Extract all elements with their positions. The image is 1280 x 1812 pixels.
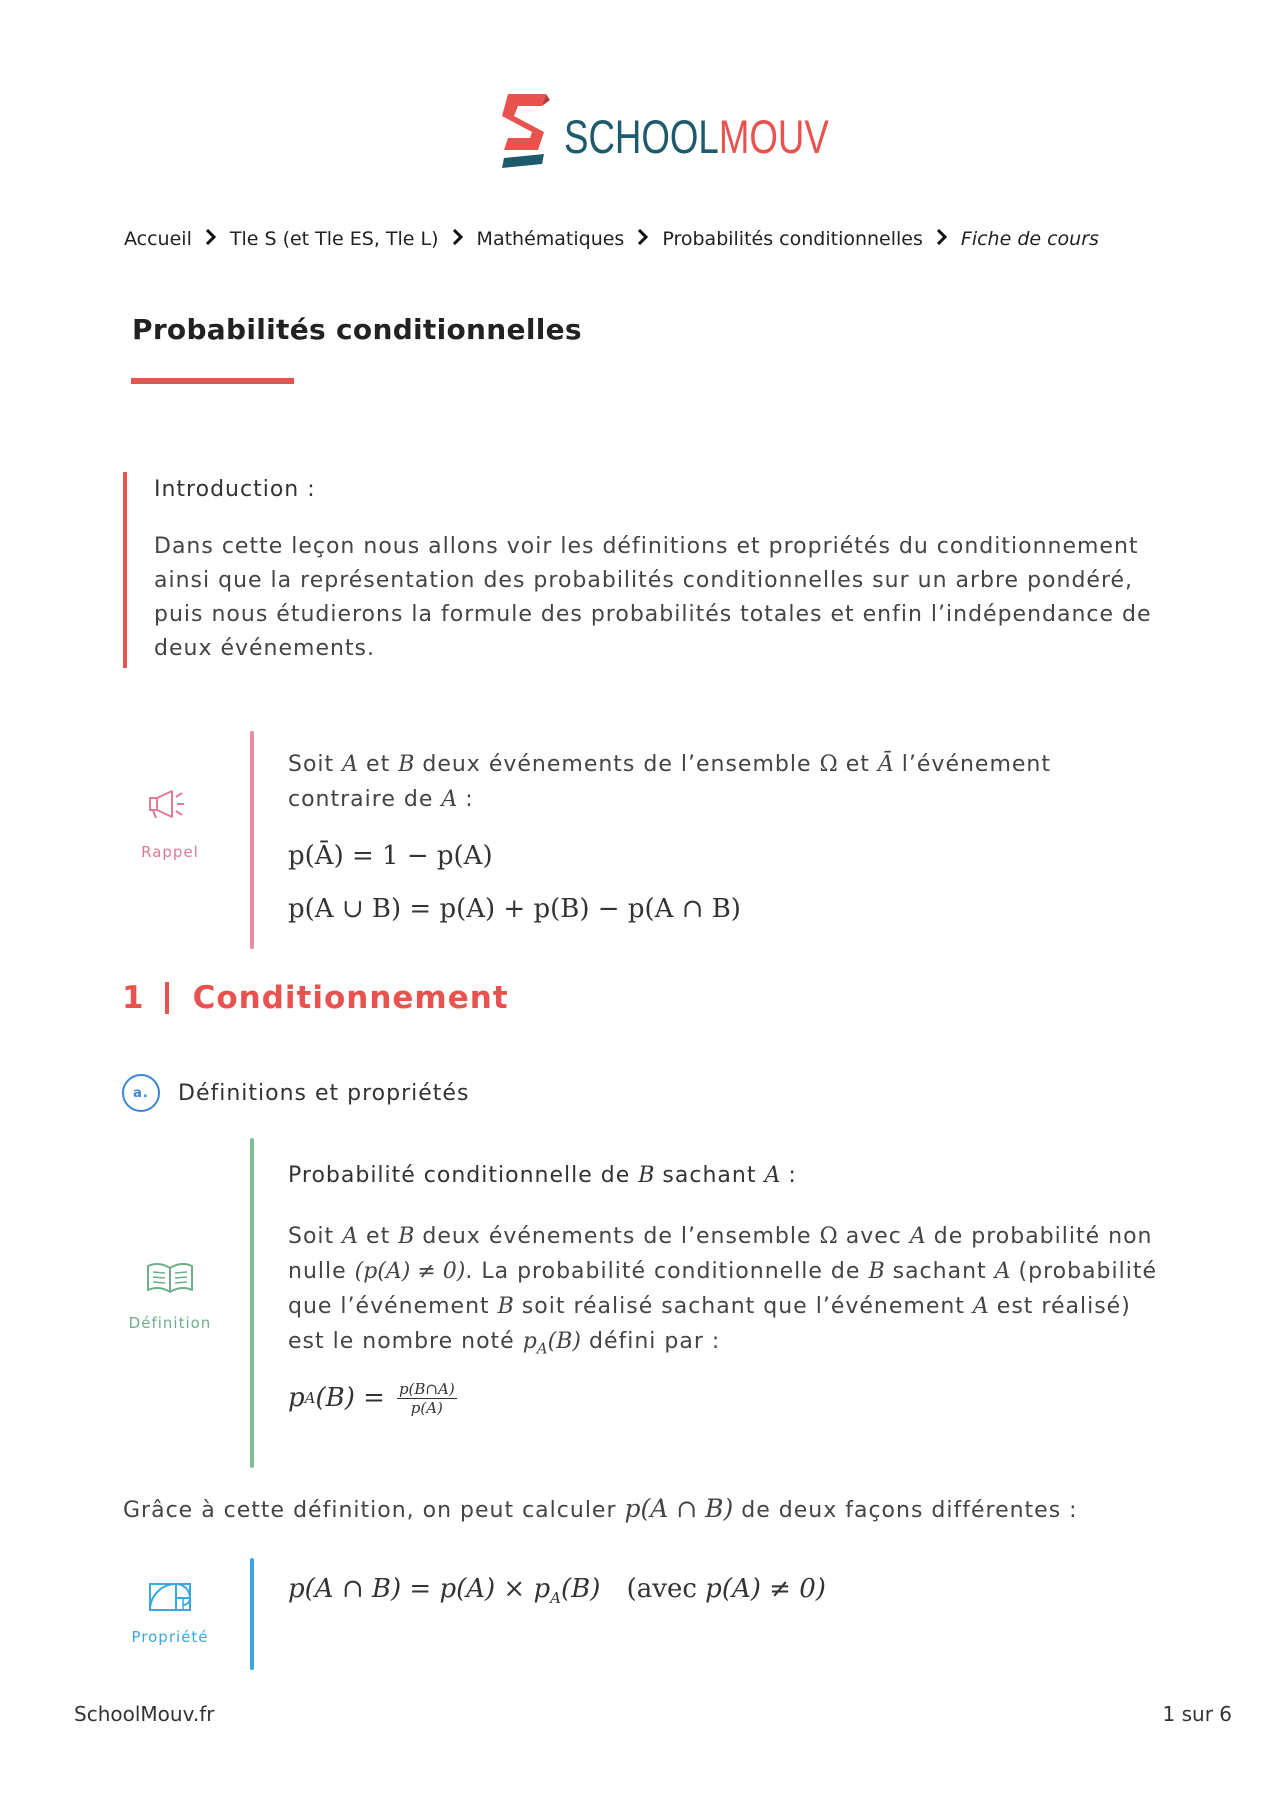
introduction-text: Dans cette leçon nous allons voir les définitions et propriétés du conditionnement ainsi que la représentation des probabilités conditionnelles sur un arbre pondéré, puis nous étudierons la formule des probabilités totales et enfin l’indépendance de deux événements. [154, 534, 1152, 661]
section-bar [165, 982, 169, 1014]
title-underline [131, 378, 294, 384]
schoolmouv-logo[interactable] [498, 92, 904, 180]
definition-label: Définition [128, 1314, 212, 1332]
rappel-label: Rappel [141, 843, 199, 861]
fraction: $\frac{p(B\cap A)}{p(A)}$ [398, 1380, 455, 1418]
section-heading-conditionnement [122, 980, 509, 1016]
definition-heading: Probabilité conditionnelle de B sachant A : [288, 1163, 797, 1188]
definition-bar [250, 1138, 254, 1468]
propriete-bar [250, 1558, 254, 1670]
chevron-right-icon [637, 228, 649, 250]
rappel-block [120, 731, 1170, 949]
grace-text: Grâce à cette définition, on peut calculer p(A ∩ B) de deux façons différentes : [123, 1494, 1078, 1523]
section-number: 1 [122, 980, 145, 1016]
definition-side [120, 1260, 220, 1332]
schoolmouv-logo-icon [498, 92, 550, 180]
propriete-side [120, 1580, 220, 1646]
definition-formula: p A (B) = $\frac{p(B\cap A)}{p(A)}$ [288, 1380, 455, 1418]
rappel-side [120, 787, 220, 861]
breadcrumb [124, 228, 1099, 250]
section-title: Conditionnement [192, 980, 509, 1016]
logo-text-mouv: MOUV [718, 109, 829, 163]
definition-text: Soit A et B deux événements de l’ensemble Ω avec A de probabilité non nulle (p(A) ≠ 0). La probabilité conditionnelle de B sachant A (probabilité que l’événement B soit réalisé sachant que l’événement A est réalisé) est le nombre noté $p_A(B)$ défini par : [288, 1224, 1158, 1358]
propriete-formula: p(A ∩ $B) = p(A) \times p_A(B)$ (avec p(A) ≠ 0) [288, 1574, 826, 1608]
introduction-heading: Introduction : [154, 477, 316, 502]
propriete-label: Propriété [131, 1628, 209, 1646]
breadcrumb-item-subject[interactable]: Mathématiques [476, 228, 625, 250]
breadcrumb-item-current: Fiche de cours [960, 228, 1099, 250]
definition-body [288, 1158, 1168, 1417]
rappel-text: Soit A et B deux événements de l’ensemble Ω et Ā l’événement contraire de A : [288, 752, 1051, 812]
breadcrumb-item-level[interactable]: Tle S (et Tle ES, Tle L) [229, 228, 439, 250]
footer-page-number: 1 sur 6 [1162, 1702, 1232, 1726]
introduction-block [123, 472, 1163, 668]
golden-ratio-icon [120, 1580, 220, 1618]
subsection-heading-definitions [122, 1074, 469, 1112]
rappel-formula-union: p(A ∪ B) = p(A) + p(B) − p(A ∩ B) [288, 894, 741, 924]
rappel-bar [250, 731, 254, 949]
rappel-formula-complement: p(Ā) = 1 − p(A) [288, 841, 493, 871]
chevron-right-icon [936, 228, 948, 250]
logo-text-school: SCHOOL [564, 109, 719, 163]
breadcrumb-item-chapter[interactable]: Probabilités conditionnelles [662, 228, 923, 250]
megaphone-icon [120, 787, 220, 825]
page-title: Probabilités conditionnelles [132, 313, 582, 346]
propriete-block [120, 1558, 1170, 1670]
subsection-title: Définitions et propriétés [178, 1080, 470, 1106]
chevron-right-icon [452, 228, 464, 250]
chevron-right-icon [205, 228, 217, 250]
subsection-marker: a. [122, 1074, 160, 1112]
open-book-icon [120, 1260, 220, 1300]
definition-block [120, 1138, 1170, 1468]
rappel-body [288, 747, 1168, 927]
propriete-body [288, 1572, 1168, 1616]
footer-site[interactable]: SchoolMouv.fr [74, 1702, 215, 1726]
breadcrumb-item-accueil[interactable]: Accueil [124, 228, 192, 250]
